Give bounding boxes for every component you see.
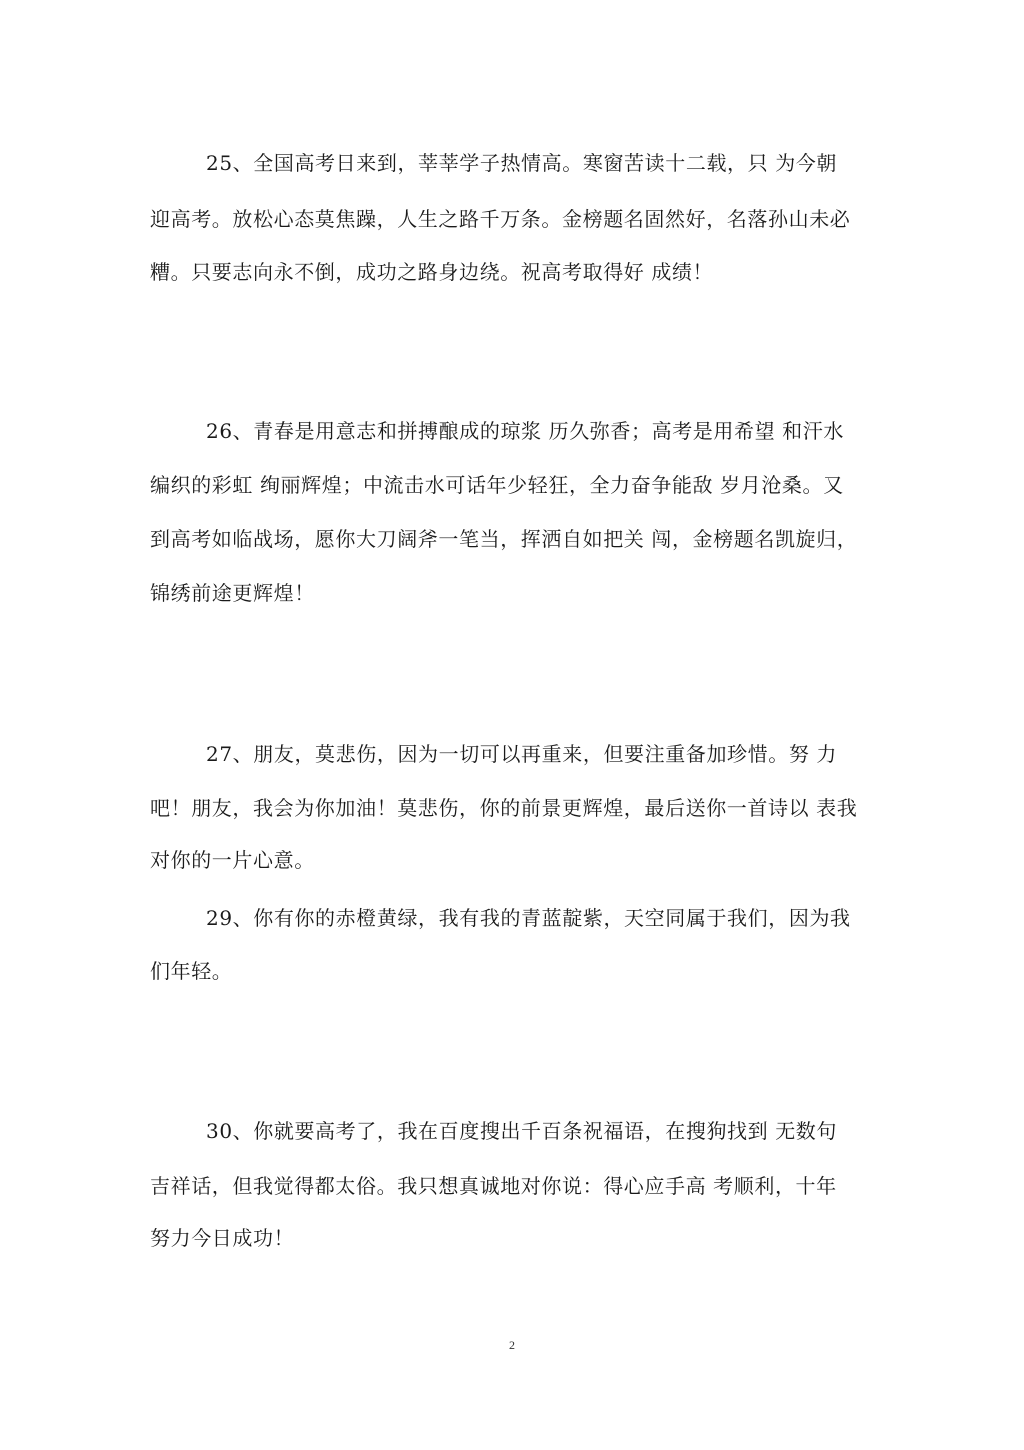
- paragraph-30-line-2: 吉祥话，但我觉得都太俗。我只想真诚地对你说：得心应手高 考顺利，十年: [150, 1174, 837, 1198]
- paragraph-26-line-4: 锦绣前途更辉煌！: [150, 581, 315, 605]
- paragraph-26-line-3: 到高考如临战场，愿你大刀阔斧一笔当，挥洒自如把关 闯，金榜题名凯旋归，: [150, 527, 858, 551]
- paragraph-27-line-3: 对你的一片心意。: [150, 848, 315, 872]
- paragraph-27-line-2: 吧！朋友，我会为你加油！莫悲伤，你的前景更辉煌，最后送你一首诗以 表我: [150, 796, 858, 820]
- paragraph-25-line-2: 迎高考。放松心态莫焦躁，人生之路千万条。金榜题名固然好，名落孙山未必: [150, 207, 851, 231]
- paragraph-29-line-1: 29、你有你的赤橙黄绿，我有我的青蓝靛紫，天空同属于我们，因为我: [206, 906, 851, 930]
- paragraph-30-line-1: 30、你就要高考了，我在百度搜出千百条祝福语，在搜狗找到 无数句: [206, 1119, 838, 1143]
- page-number: 2: [509, 1338, 515, 1352]
- paragraph-25-line-1: 25、全国高考日来到，莘莘学子热情高。寒窗苦读十二载，只 为今朝: [206, 151, 838, 175]
- paragraph-26-line-2: 编织的彩虹 绚丽辉煌；中流击水可话年少轻狂，全力奋争能敌 岁月沧桑。又: [150, 473, 844, 497]
- paragraph-25-line-3: 糟。只要志向永不倒，成功之路身边绕。祝高考取得好 成绩！: [150, 260, 714, 284]
- paragraph-27-line-1: 27、朋友，莫悲伤，因为一切可以再重来，但要注重备加珍惜。努 力: [206, 742, 838, 766]
- paragraph-29-line-2: 们年轻。: [150, 959, 233, 983]
- paragraph-26-line-1: 26、青春是用意志和拼搏酿成的琼浆 历久弥香；高考是用希望 和汗水: [206, 419, 844, 443]
- paragraph-30-line-3: 努力今日成功！: [150, 1226, 295, 1250]
